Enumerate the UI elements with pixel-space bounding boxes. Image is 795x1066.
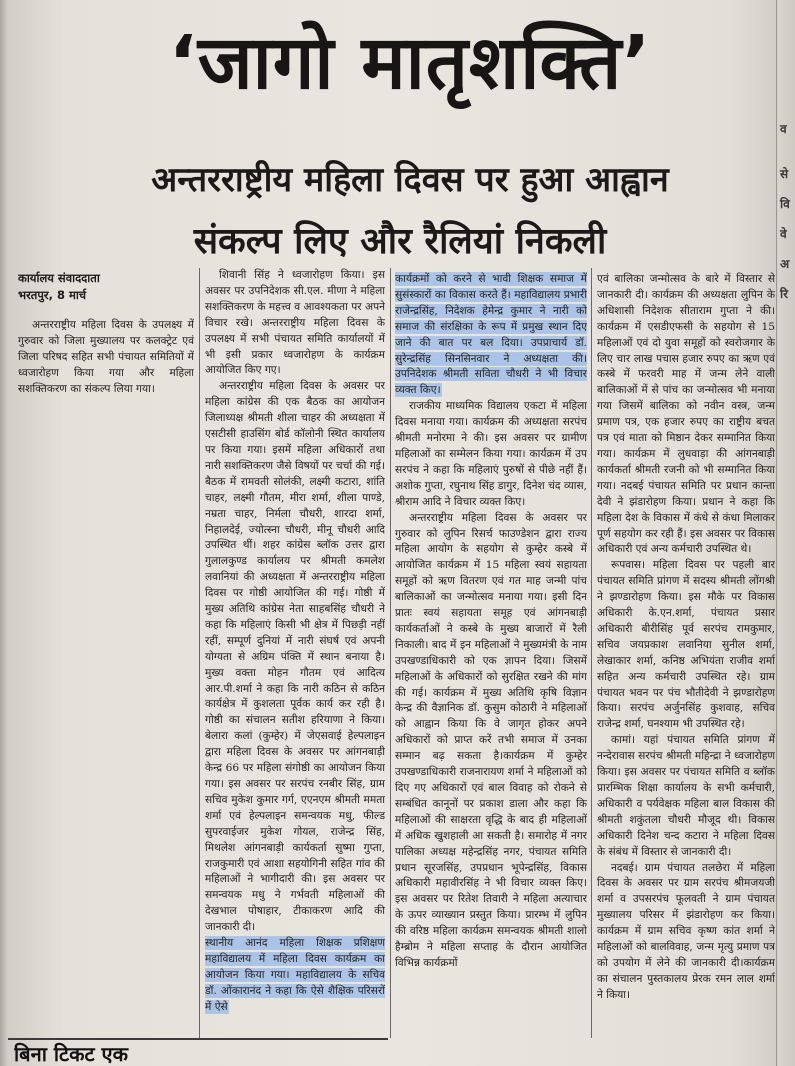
paragraph: अन्तरराष्ट्रीय महिला दिवस के अवसर पर गुरुवार को लुपिन रिसर्च फाउण्डेशन द्वारा राज्य महिला आयोग के सहयोग से कुम्हेर कस्बे में आयोजित कार्यक्रम में 15 महिला स्वयं सहायता समूहों को ऋण वितरण एवं गत माह जन्मी पांच बालिकाओं का जन्मोत्सव मनाया गया। इसी दिन प्रातः स्वयं सहायता समूह एवं आंगनबाड़ी कार्यकर्ताओं ने कस्बे के मुख्य बाजारों में रैली निकाली। बाद में इन महिलाओं ने मुख्यमंत्री के नाम उपखण्डाधिकारी को एक ज्ञापन दिया। जिसमें महिलाओं के अधिकारों को सुरक्षित रखने की मांग की गई। कार्यक्रम में मुख्य अतिथि कृषि विज्ञान केन्द्र की वैज्ञानिक डॉ. कुसुम कोठारी ने महिलाओं को आह्वान किया कि वे जागृत होकर अपने अधिकारों को प्राप्त करें तभी समाज में उनका सम्मान बढ़ सकता है।कार्यक्रम में कुम्हेर उपखण्डाधिकारी राजनारायण शर्मा ने महिलाओं को दिए गए अधिकारों एवं बाल विवाह को रोकने से सम्बंधित कानूनों पर प्रकाश डाला और कहा कि महिलाओं की साक्षरता वृद्धि के बाद ही महिलाओं में अधिक खुशहाली आ सकती है। समारोह में नगर पालिका अध्यक्ष महेन्द्रसिंह नगर, पंचायत समिति प्रधान सूरजसिंह, उपप्रधान भूपेन्द्रसिंह, विकास अधिकारी महावीरसिंह ने भी विचार व्यक्त किए। इस अवसर पर रितेश तिवारी ने महिला अत्याचार के ऊपर व्याख्यान प्रस्तुत किया। प्रारम्भ में लुपिन की वरिष्ठ महिला कार्यक्रम समन्वयक श्रीमती शालो हैम्ब्रोम ने महिला सप्ताह के दौरान आयोजित विभिन्न कार्यक्रमों (395, 511, 587, 969)
paragraph: नदबई। ग्राम पंचायत तलछेरा में महिला दिवस के अवसर पर ग्राम सरपंच श्रीमजयजी शर्मा व उपसरपंच फूलवती ने ग्राम पंचायत मुख्यालय परिसर में झंडारोहण कर किया। कार्यक्रम में ग्राम सचिव कृष्ण कांत शर्मा ने महिलाओं को बालविवाह, जन्म मृत्यु प्रमाण पत्र को उपयोग में लेने की जानकारी दी।कार्यक्रम का संचालन पुस्तकालय प्रेरक रमन लाल शर्मा ने किया। (597, 861, 775, 1001)
adjacent-text-fragment: व (780, 122, 787, 136)
adjacent-text-fragment: अ (780, 257, 790, 271)
paragraph: एवं बालिका जन्मोत्सव के बारे में विस्तार से जानकारी दी। कार्यक्रम की अध्यक्षता लुपिन के अधिशासी निदेशक सीताराम गुप्ता ने की। कार्यक्रम में एसडीएफसी के सहयोग से 15 महिलाओं एवं दो युवा समूहों को स्वरोजगार के लिए चार लाख पचास हजार रुपए का ऋण एवं कस्बे में फरवरी माह में जन्म लेने वाली बालिकाओं में से पांच का जन्मोत्सव भी मनाया गया जिसमें बालिका को नवीन वस्त्र, जन्म प्रमाण पत्र, एक हजार रुपए का राष्ट्रीय बचत पत्र एवं माता को मिष्ठान देकर सम्मानित किया गया। कार्यक्रम में लुधवाड़ा की आंगनबाड़ी कार्यकर्ता श्रीमती रजनी को भी सम्मानित किया गया। नदबई पंचायत समिति पर प्रधान कान्ता देवी ने झंडारोहण किया। प्रधान ने कहा कि महिला देश के विकास में कंधे से कंधा मिलाकर पूर्ण सहयोग कर रही हैं। इस अवसर पर विकास अधिकारी एवं अन्य कर्मचारी उपस्थित थे। (597, 273, 775, 556)
highlighted-text[interactable]: कार्यक्रमों को करने से भावी शिक्षक समाज में सुसंस्कारों का विकास करते हैं। महाविद्यालय प्रभारी राजेन्द्रसिंह, निदेशक हेमेन्द्र कुमार ने नारी को समाज की संरक्षिका के रूप में प्रमुख स्थान दिए जाने की बात पर बल दिया। उपप्राचार्य डॉ. सुरेन्द्रसिंह सिनसिनवार ने अध्यक्षता की। उपनिदेशक श्रीमती सविता चौधरी ने भी विचार व्यक्त किए। (395, 273, 587, 397)
adjacent-page-strip (778, 0, 795, 1066)
subheadline-secondary: संकल्प लिए और रैलियां निकली (193, 221, 607, 262)
article-column-2 (205, 268, 385, 1038)
adjacent-text-fragment: से (780, 167, 789, 181)
adjacent-text-fragment: रि (780, 287, 789, 301)
byline (18, 270, 188, 304)
paragraph: कामां। यहां पंचायत समिति प्रांगण में नन्देरावास सरपंच श्रीमती महिन्द्रा ने ध्वजारोहण किया। इस अवसर पर पंचायत समिति व ब्लॉक प्रारम्भिक शिक्षा कार्यालय के सभी कर्मचारी, अधिकारी व पर्यवेक्षक महिला बाल विकास की श्रीमती शकुंतला चौधरी मौजूद थी। विकास अधिकारी दिनेश चन्द कटारा ने महिला दिवस के संबंध में विस्तार से जानकारी दी। (597, 734, 775, 858)
byline-author: कार्यालय संवाददाता (18, 271, 100, 285)
next-article-headline: बिना टिकट एक (14, 1042, 128, 1066)
paragraph: अन्तरराष्ट्रीय महिला दिवस के अवसर पर महिला कांग्रेस की एक बैठक का आयोजन जिलाध्यक्ष श्रीमती शीला चाहर की अध्यक्षता में एसटीसी हाउसिंग बोर्ड कॉलोनी स्थित कार्यालय पर किया गया। इसमें महिला अधिकारों तथा नारी सशक्तिकरण जैसे विषयों पर चर्चा की गई। बैठक में रामवती सोलंकी, लक्ष्मी कटारा, शांति चाहर, लक्ष्मी गौतम, मीरा शर्मा, शीला पाण्डे, नम्रता चाहर, निर्मला चौधरी, शारदा शर्मा, निहालदेई, ज्योत्स्ना चौधरी, मीनू चौधरी आदि उपस्थित थीं। शहर कांग्रेस ब्लॉक उत्तर द्वारा गुलालकुण्ड कार्यालय पर श्रीमती कमलेश लवानियां की अध्यक्षता में अन्तरराष्ट्रीय महिला दिवस पर गोष्ठी आयोजित की गई। गोष्ठी में मुख्य अतिथि कांग्रेस नेता साहबसिंह चौधरी ने कहा कि महिलाएं किसी भी क्षेत्र में पिछड़ी नहीं रहीं, सम्पूर्ण दुनियां में नारी संघर्ष एवं अपनी योग्यता से अग्रिम पंक्ति में स्थान बनाया है। मुख्य वक्ता मोहन गौतम एवं आदित्य आर.पी.शर्मा ने कहा कि नारी कठिन से कठिन कार्यक्षेत्र में कुशलता पूर्वक कार्य कर रही है। गोष्ठी का संचालन सतीश हरियाणा ने किया। बेलारा कलां (कुम्हेर) में जेएसवाई हेल्पलाइन द्वारा महिला दिवस के अवसर पर आंगनबाड़ी केन्द्र 66 पर महिला संगोष्ठी का आयोजन किया गया। इस अवसर पर सरपंच रनबीर सिंह, ग्राम सचिव मुकेश कुमार गर्ग, एएनएम श्रीमती ममता शर्मा एवं हेल्पलाइन समन्वयक मधु, फील्ड सुपरवाईजर मुकेश गोयल, राजेन्द्र सिंह, मिथलेश आंगनबाड़ी कार्यकर्ता सुष्मा गुप्ता, राजकुमारी एवं आशा सहयोगिनी सहित गांव की महिलाओं ने भागीदारी की। इस अवसर पर समन्वयक मधु ने गर्भवती महिलाओं की देखभाल पोषाहार, टीकाकरण आदि की जानकारी दी। (205, 380, 385, 934)
page-fold (776, 0, 777, 1066)
adjacent-text-fragment: वि (780, 197, 790, 211)
article-column-3 (395, 272, 587, 1038)
column-rule (199, 268, 200, 1038)
column-rule (591, 268, 592, 1038)
paragraph: रूपवास। महिला दिवस पर पहली बार पंचायत समिति प्रांगण में सदस्य श्रीमती लोंगश्री ने झण्डारोहण किया। इस मौके पर विकास अधिकारी के.एन.शर्मा, पंचायत प्रसार अधिकारी बीरीसिंह पूर्व सरपंच रामकुमार, सचिव जयप्रकाश लवानिया सुनील शर्मा, लेखाकार शर्मा, कनिष्ठ अभियंता राजीव शर्मा सहित अन्य कर्मचारी उपस्थित रहे। ग्राम पंचायत भवन पर पंच भौतीदेवी ने झण्डारोहण किया। सरपंच अर्जुनसिंह कुशवाह, सचिव राजेन्द्र शर्मा, घनश्याम भी उपस्थित रहे। (597, 559, 775, 731)
paragraph: अन्तरराष्ट्रीय महिला दिवस के उपलक्ष्य में गुरुवार को जिला मुख्यालय पर कलक्ट्रेट एवं जिला परिषद सहित सभी पंचायत समितियों में ध्वजारोहण किया गया और महिला सशक्तिकरण का संकल्प लिया गया। (18, 319, 194, 395)
subheadline: अन्तरराष्ट्रीय महिला दिवस पर हुआ आह्वान (151, 160, 669, 200)
headline: ‘जागो मातृशक्ति’ (168, 20, 652, 106)
article-column-4 (597, 272, 775, 1038)
section-divider (8, 1038, 388, 1040)
page-left-edge (0, 0, 8, 1066)
highlighted-text[interactable]: स्थानीय आनंद महिला शिक्षक प्रशिक्षण महाविद्यालय में महिला दिवस कार्यक्रम का आयोजन किया गया। महाविद्यालय के सचिव डॉ. ओंकारानंद ने कहा कि ऐसे शैक्षिक परिसरों में ऐसे (205, 937, 385, 1013)
adjacent-text-fragment: वे (780, 227, 787, 241)
paragraph: राजकीय माध्यमिक विद्यालय एकटा में महिला दिवस मनाया गया। कार्यक्रम की अध्यक्षता सरपंच श्रीमती मनोरमा ने की। इस अवसर पर ग्रामीण महिलाओं का सम्मेलन किया गया। कार्यक्रम में उप सरपंच ने कहा कि महिलाएं पुरुषों से पीछे नहीं हैं। अशोक गुप्ता, रघुनाथ सिंह डागुर, दिनेश चंद व्यास, श्रीराम आदि ने विचार व्यक्त किए। (395, 400, 587, 508)
paragraph: शिवानी सिंह ने ध्वजारोहण किया। इस अवसर पर उपनिदेशक सी.एल. मीणा ने महिला सशक्तिकरण के महत्त्व व आवश्यकता पर अपने विचार रखे। अन्तरराष्ट्रीय महिला दिवस के उपलक्ष्य में सभी पंचायत समिति कार्यालयों में भी इसी प्रकार ध्वजारोहण के कार्यक्रम आयोजित किए गए। (205, 269, 385, 377)
column-rule (390, 268, 391, 1038)
byline-dateline: भरतपुर, 8 मार्च (18, 288, 87, 302)
article-column-1 (18, 318, 194, 1038)
